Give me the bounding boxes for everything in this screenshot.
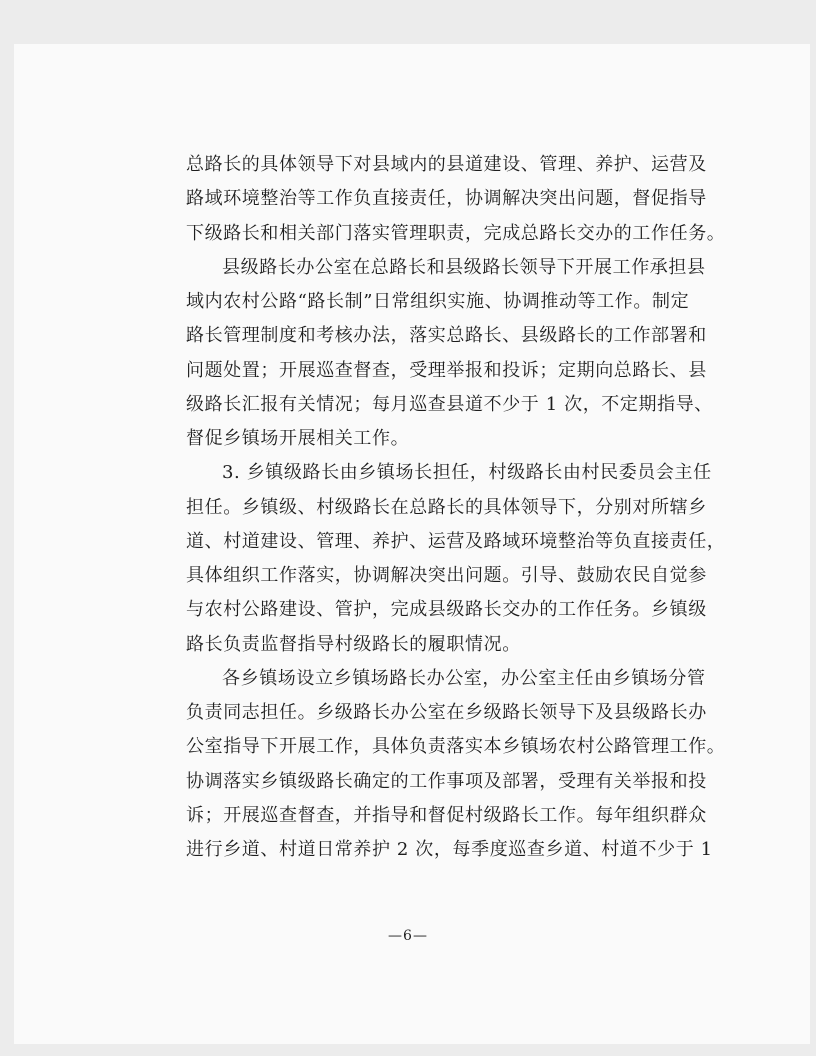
text-line: 进行乡道、村道日常养护 2 次，每季度巡查乡道、村道不少于 1: [186, 839, 713, 860]
text-line: 督促乡镇场开展相关工作。: [186, 428, 410, 449]
text-line: 问题处置；开展巡查督查，受理举报和投诉；定期向总路长、县: [186, 359, 707, 381]
text-line: 与农村公路建设、管护，完成县级路长交办的工作任务。乡镇级: [186, 599, 707, 621]
text-line: 道、村道建设、管理、养护、运营及路域环境整治等负直接责任，: [186, 530, 726, 552]
text-line: 域内农村公路“路长制”日常组织实施、协调推动等工作。制定: [186, 291, 690, 312]
page-number: —6—: [388, 928, 428, 944]
body-text: [186, 148, 726, 867]
text-line: 级路长汇报有关情况；每月巡查县道不少于 1 次，不定期指导、: [186, 393, 713, 415]
paragraph-start-line: 3. 乡镇级路长由乡镇场长担任，村级路长由村民委员会主任: [222, 462, 712, 484]
text-line: 协调落实乡镇级路长确定的工作事项及部署，受理有关举报和投: [186, 770, 707, 792]
text-line: 公室指导下开展工作，具体负责落实本乡镇场农村公路管理工作。: [186, 736, 726, 758]
paragraph-start-line: 县级路长办公室在总路长和县级路长领导下开展工作承担县: [222, 256, 706, 278]
text-line: 负责同志担任。乡级路长办公室在乡级路长领导下及县级路长办: [186, 702, 707, 723]
text-line: 担任。乡镇级、村级路长在总路长的具体领导下，分别对所辖乡: [186, 496, 707, 518]
text-line: 总路长的具体领导下对县域内的县道建设、管理、养护、运营及: [186, 154, 707, 175]
text-line: 路长管理制度和考核办法，落实总路长、县级路长的工作部署和: [186, 325, 707, 347]
text-line: 诉；开展巡查督查，并指导和督促村级路长工作。每年组织群众: [186, 804, 707, 826]
text-line: 下级路长和相关部门落实管理职责，完成总路长交办的工作任务。: [186, 222, 726, 244]
text-line: 路域环境整治等工作负直接责任，协调解决突出问题，督促指导: [186, 188, 707, 210]
paragraph-start-line: 各乡镇场设立乡镇场路长办公室，办公室主任由乡镇场分管: [222, 667, 706, 689]
text-line: 路长负责监督指导村级路长的履职情况。: [186, 633, 521, 655]
text-line: 具体组织工作落实，协调解决突出问题。引导、鼓励农民自觉参: [186, 565, 707, 586]
